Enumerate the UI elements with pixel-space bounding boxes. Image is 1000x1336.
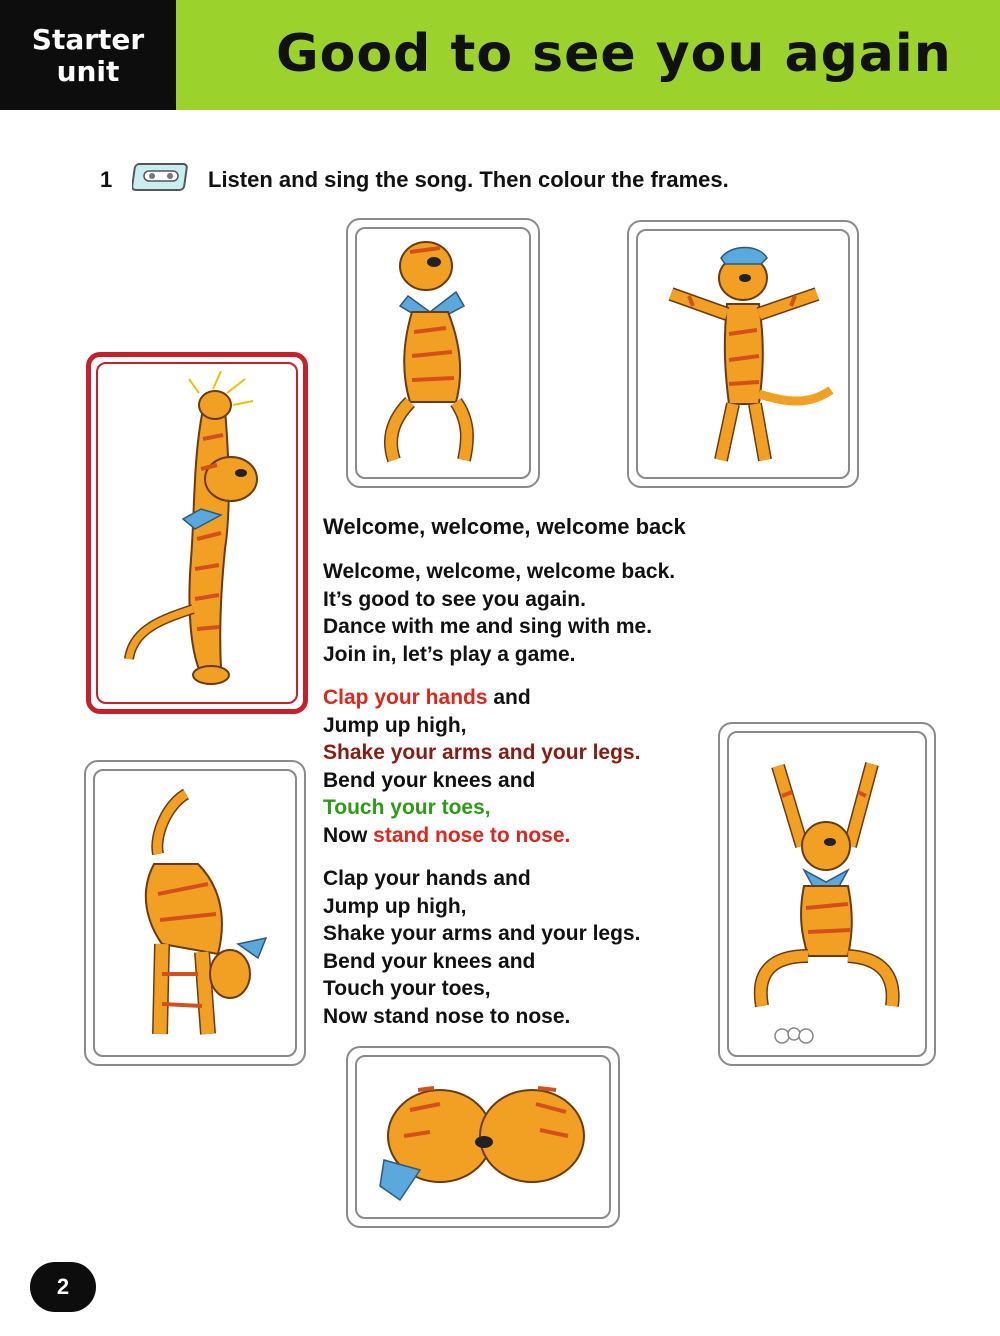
lyric-line: Touch your toes, <box>323 977 491 1000</box>
verse-2 <box>323 684 723 849</box>
lyric-line: Now stand nose to nose. <box>323 1004 571 1028</box>
lyric-line: Join in, let’s play a game. <box>323 642 576 666</box>
tiger-bending-knees-illustration <box>360 232 526 474</box>
frame-shake-arms[interactable] <box>627 220 859 488</box>
lyric-line <box>323 684 723 712</box>
highlight-nose-to-nose: stand nose to nose. <box>373 823 571 847</box>
lyric-line: Dance with me and sing with me. <box>323 615 653 638</box>
lyric-line: Bend your knees and <box>323 768 536 792</box>
lyric-fragment: and <box>487 686 531 709</box>
lyric-line: Shake your arms and your legs. <box>323 922 641 945</box>
frame-nose-to-nose[interactable] <box>346 1046 620 1228</box>
lyric-fragment: Now <box>323 823 374 847</box>
exercise-number: 1 <box>100 167 113 192</box>
tiger-touching-toes-illustration <box>98 774 292 1052</box>
frame-clap-hands[interactable] <box>86 352 308 714</box>
highlight-clap-hands: Clap your hands <box>323 686 488 709</box>
tiger-clapping-illustration <box>103 369 293 699</box>
verse-1 <box>323 558 723 668</box>
unit-label-line1: Starter <box>31 23 145 56</box>
frame-touch-toes[interactable] <box>84 760 306 1066</box>
tigers-nose-to-nose-illustration <box>360 1060 606 1214</box>
tiger-shaking-arms-illustration <box>641 234 845 474</box>
song <box>323 514 723 1046</box>
highlight-shake-arms: Shake your arms and your legs. <box>323 741 641 764</box>
highlight-touch-toes: Touch your toes, <box>323 796 491 819</box>
lyric-line: Bend your knees and <box>323 949 536 973</box>
verse-3 <box>323 865 723 1030</box>
tiger-jumping-illustration <box>732 736 922 1052</box>
frame-jump-high[interactable] <box>718 722 936 1066</box>
title-bar <box>176 0 1000 110</box>
unit-label <box>0 0 176 110</box>
lyric-line <box>323 822 723 850</box>
page-title: Good to see you again <box>276 24 952 84</box>
unit-label-line2: unit <box>56 55 120 88</box>
frame-bend-knees[interactable] <box>346 218 540 488</box>
page-number: 2 <box>30 1262 96 1312</box>
lyric-line: Jump up high, <box>323 894 467 918</box>
lyric-line: It’s good to see you again. <box>323 587 586 611</box>
lyric-line: Welcome, welcome, welcome back. <box>323 560 676 583</box>
cassette-tape-icon <box>132 159 192 201</box>
song-title: Welcome, welcome, welcome back <box>323 514 686 539</box>
lyric-line: Jump up high, <box>323 713 467 737</box>
instruction-text: Listen and sing the song. Then colour the frames. <box>208 167 729 192</box>
instruction <box>100 164 729 196</box>
lyric-line: Clap your hands and <box>323 867 531 890</box>
